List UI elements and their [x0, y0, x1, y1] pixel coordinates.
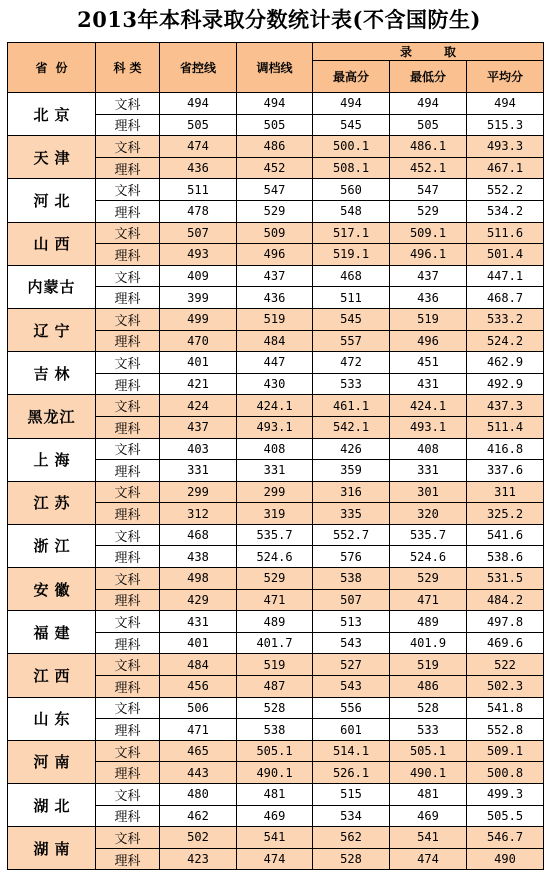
- table-row: [8, 654, 544, 676]
- min-score-cell: 481: [390, 784, 467, 806]
- control-line-cell: 462: [160, 805, 237, 827]
- avg-score-cell: 524.2: [467, 330, 544, 352]
- max-score-cell: 534: [313, 805, 390, 827]
- subject-cell: 理科: [96, 287, 160, 309]
- max-score-cell: 517.1: [313, 222, 390, 244]
- max-score-cell: 514.1: [313, 740, 390, 762]
- max-score-cell: 556: [313, 697, 390, 719]
- table-row: [8, 784, 544, 806]
- control-line-cell: 478: [160, 200, 237, 222]
- avg-score-cell: 337.6: [467, 460, 544, 482]
- avg-score-cell: 494: [467, 93, 544, 115]
- avg-score-cell: 534.2: [467, 200, 544, 222]
- control-line-cell: 438: [160, 546, 237, 568]
- min-score-cell: 408: [390, 438, 467, 460]
- header-admission: 录 取: [313, 43, 544, 61]
- province-cell: 黑龙江: [8, 395, 96, 438]
- control-line-cell: 331: [160, 460, 237, 482]
- control-line-cell: 507: [160, 222, 237, 244]
- max-score-cell: 548: [313, 200, 390, 222]
- province-cell: 内蒙古: [8, 265, 96, 308]
- max-score-cell: 316: [313, 481, 390, 503]
- max-score-cell: 576: [313, 546, 390, 568]
- max-score-cell: 538: [313, 568, 390, 590]
- page-title: 2013年本科录取分数统计表(不含国防生): [77, 7, 481, 32]
- subject-cell: 理科: [96, 848, 160, 870]
- max-score-cell: 526.1: [313, 762, 390, 784]
- subject-cell: 理科: [96, 762, 160, 784]
- max-score-cell: 335: [313, 503, 390, 525]
- avg-score-cell: 490: [467, 848, 544, 870]
- max-score-cell: 557: [313, 330, 390, 352]
- avg-score-cell: 541.8: [467, 697, 544, 719]
- max-score-cell: 562: [313, 827, 390, 849]
- control-line-cell: 429: [160, 589, 237, 611]
- min-score-cell: 533: [390, 719, 467, 741]
- subject-cell: 文科: [96, 93, 160, 115]
- avg-score-cell: 467.1: [467, 157, 544, 179]
- header-avg-score: 平均分: [467, 61, 544, 93]
- min-score-cell: 474: [390, 848, 467, 870]
- control-line-cell: 502: [160, 827, 237, 849]
- avg-score-cell: 552.2: [467, 179, 544, 201]
- min-score-cell: 486: [390, 676, 467, 698]
- subject-cell: 理科: [96, 719, 160, 741]
- province-cell: 安徽: [8, 568, 96, 611]
- control-line-cell: 471: [160, 719, 237, 741]
- min-score-cell: 505: [390, 114, 467, 136]
- table-row: [8, 395, 544, 417]
- avg-score-cell: 469.6: [467, 632, 544, 654]
- avg-score-cell: 492.9: [467, 373, 544, 395]
- province-cell: 辽宁: [8, 308, 96, 351]
- max-score-cell: 513: [313, 611, 390, 633]
- control-line-cell: 424: [160, 395, 237, 417]
- control-line-cell: 499: [160, 308, 237, 330]
- max-score-cell: 545: [313, 114, 390, 136]
- adjusted-line-cell: 493.1: [237, 416, 313, 438]
- max-score-cell: 527: [313, 654, 390, 676]
- min-score-cell: 331: [390, 460, 467, 482]
- max-score-cell: 426: [313, 438, 390, 460]
- avg-score-cell: 509.1: [467, 740, 544, 762]
- subject-cell: 文科: [96, 697, 160, 719]
- min-score-cell: 489: [390, 611, 467, 633]
- adjusted-line-cell: 401.7: [237, 632, 313, 654]
- adjusted-line-cell: 437: [237, 265, 313, 287]
- table-row: [8, 93, 544, 115]
- subject-cell: 理科: [96, 805, 160, 827]
- table-row: [8, 265, 544, 287]
- subject-cell: 理科: [96, 632, 160, 654]
- adjusted-line-cell: 505.1: [237, 740, 313, 762]
- min-score-cell: 301: [390, 481, 467, 503]
- avg-score-cell: 511.6: [467, 222, 544, 244]
- table-row: [8, 136, 544, 158]
- min-score-cell: 437: [390, 265, 467, 287]
- adjusted-line-cell: 529: [237, 200, 313, 222]
- subject-cell: 文科: [96, 179, 160, 201]
- province-cell: 河北: [8, 179, 96, 222]
- adjusted-line-cell: 481: [237, 784, 313, 806]
- control-line-cell: 431: [160, 611, 237, 633]
- table-row: [8, 524, 544, 546]
- min-score-cell: 519: [390, 654, 467, 676]
- subject-cell: 文科: [96, 784, 160, 806]
- min-score-cell: 431: [390, 373, 467, 395]
- adjusted-line-cell: 538: [237, 719, 313, 741]
- subject-cell: 文科: [96, 827, 160, 849]
- adjusted-line-cell: 319: [237, 503, 313, 525]
- min-score-cell: 493.1: [390, 416, 467, 438]
- province-cell: 江西: [8, 654, 96, 697]
- adjusted-line-cell: 541: [237, 827, 313, 849]
- avg-score-cell: 325.2: [467, 503, 544, 525]
- subject-cell: 文科: [96, 222, 160, 244]
- max-score-cell: 468: [313, 265, 390, 287]
- control-line-cell: 443: [160, 762, 237, 784]
- control-line-cell: 494: [160, 93, 237, 115]
- table-row: [8, 568, 544, 590]
- avg-score-cell: 541.6: [467, 524, 544, 546]
- max-score-cell: 494: [313, 93, 390, 115]
- min-score-cell: 452.1: [390, 157, 467, 179]
- control-line-cell: 506: [160, 697, 237, 719]
- control-line-cell: 484: [160, 654, 237, 676]
- table-row: [8, 438, 544, 460]
- control-line-cell: 299: [160, 481, 237, 503]
- max-score-cell: 359: [313, 460, 390, 482]
- control-line-cell: 437: [160, 416, 237, 438]
- control-line-cell: 498: [160, 568, 237, 590]
- control-line-cell: 470: [160, 330, 237, 352]
- subject-cell: 理科: [96, 200, 160, 222]
- control-line-cell: 423: [160, 848, 237, 870]
- max-score-cell: 519.1: [313, 244, 390, 266]
- adjusted-line-cell: 489: [237, 611, 313, 633]
- adjusted-line-cell: 519: [237, 654, 313, 676]
- table-row: [8, 740, 544, 762]
- avg-score-cell: 511.4: [467, 416, 544, 438]
- subject-cell: 文科: [96, 352, 160, 374]
- subject-cell: 文科: [96, 136, 160, 158]
- max-score-cell: 543: [313, 632, 390, 654]
- province-cell: 浙江: [8, 524, 96, 567]
- max-score-cell: 560: [313, 179, 390, 201]
- subject-cell: 文科: [96, 308, 160, 330]
- table-row: [8, 697, 544, 719]
- control-line-cell: 465: [160, 740, 237, 762]
- header-control-line: 省控线: [160, 43, 237, 93]
- subject-cell: 文科: [96, 438, 160, 460]
- control-line-cell: 493: [160, 244, 237, 266]
- adjusted-line-cell: 528: [237, 697, 313, 719]
- admission-score-table: [7, 42, 544, 870]
- avg-score-cell: 484.2: [467, 589, 544, 611]
- avg-score-cell: 499.3: [467, 784, 544, 806]
- avg-score-cell: 546.7: [467, 827, 544, 849]
- control-line-cell: 421: [160, 373, 237, 395]
- max-score-cell: 601: [313, 719, 390, 741]
- province-cell: 江苏: [8, 481, 96, 524]
- avg-score-cell: 538.6: [467, 546, 544, 568]
- min-score-cell: 401.9: [390, 632, 467, 654]
- min-score-cell: 519: [390, 308, 467, 330]
- adjusted-line-cell: 494: [237, 93, 313, 115]
- adjusted-line-cell: 430: [237, 373, 313, 395]
- subject-cell: 理科: [96, 330, 160, 352]
- subject-cell: 文科: [96, 265, 160, 287]
- max-score-cell: 545: [313, 308, 390, 330]
- avg-score-cell: 500.8: [467, 762, 544, 784]
- province-cell: 山西: [8, 222, 96, 265]
- avg-score-cell: 493.3: [467, 136, 544, 158]
- province-cell: 湖北: [8, 784, 96, 827]
- table-row: [8, 222, 544, 244]
- avg-score-cell: 311: [467, 481, 544, 503]
- province-cell: 北京: [8, 93, 96, 136]
- table-row: [8, 352, 544, 374]
- subject-cell: 理科: [96, 114, 160, 136]
- adjusted-line-cell: 487: [237, 676, 313, 698]
- adjusted-line-cell: 447: [237, 352, 313, 374]
- avg-score-cell: 416.8: [467, 438, 544, 460]
- adjusted-line-cell: 496: [237, 244, 313, 266]
- subject-cell: 文科: [96, 568, 160, 590]
- adjusted-line-cell: 424.1: [237, 395, 313, 417]
- subject-cell: 文科: [96, 524, 160, 546]
- adjusted-line-cell: 408: [237, 438, 313, 460]
- control-line-cell: 505: [160, 114, 237, 136]
- adjusted-line-cell: 474: [237, 848, 313, 870]
- min-score-cell: 547: [390, 179, 467, 201]
- subject-cell: 文科: [96, 395, 160, 417]
- adjusted-line-cell: 471: [237, 589, 313, 611]
- subject-cell: 文科: [96, 654, 160, 676]
- control-line-cell: 511: [160, 179, 237, 201]
- avg-score-cell: 515.3: [467, 114, 544, 136]
- avg-score-cell: 501.4: [467, 244, 544, 266]
- adjusted-line-cell: 509: [237, 222, 313, 244]
- province-cell: 湖南: [8, 827, 96, 870]
- table-row: [8, 179, 544, 201]
- adjusted-line-cell: 547: [237, 179, 313, 201]
- max-score-cell: 542.1: [313, 416, 390, 438]
- header-min-score: 最低分: [390, 61, 467, 93]
- avg-score-cell: 505.5: [467, 805, 544, 827]
- control-line-cell: 480: [160, 784, 237, 806]
- header-subject: 科类: [96, 43, 160, 93]
- max-score-cell: 543: [313, 676, 390, 698]
- max-score-cell: 533: [313, 373, 390, 395]
- avg-score-cell: 447.1: [467, 265, 544, 287]
- max-score-cell: 511: [313, 287, 390, 309]
- province-cell: 上海: [8, 438, 96, 481]
- max-score-cell: 552.7: [313, 524, 390, 546]
- subject-cell: 理科: [96, 589, 160, 611]
- subject-cell: 文科: [96, 740, 160, 762]
- adjusted-line-cell: 524.6: [237, 546, 313, 568]
- max-score-cell: 472: [313, 352, 390, 374]
- adjusted-line-cell: 519: [237, 308, 313, 330]
- avg-score-cell: 502.3: [467, 676, 544, 698]
- province-cell: 山东: [8, 697, 96, 740]
- adjusted-line-cell: 535.7: [237, 524, 313, 546]
- min-score-cell: 529: [390, 200, 467, 222]
- max-score-cell: 528: [313, 848, 390, 870]
- subject-cell: 理科: [96, 157, 160, 179]
- province-cell: 天津: [8, 136, 96, 179]
- adjusted-line-cell: 469: [237, 805, 313, 827]
- max-score-cell: 515: [313, 784, 390, 806]
- province-cell: 河南: [8, 740, 96, 783]
- avg-score-cell: 462.9: [467, 352, 544, 374]
- min-score-cell: 505.1: [390, 740, 467, 762]
- header-province: 省份: [8, 43, 96, 93]
- max-score-cell: 500.1: [313, 136, 390, 158]
- table-row: [8, 827, 544, 849]
- control-line-cell: 401: [160, 352, 237, 374]
- control-line-cell: 409: [160, 265, 237, 287]
- min-score-cell: 471: [390, 589, 467, 611]
- province-cell: 福建: [8, 611, 96, 654]
- min-score-cell: 524.6: [390, 546, 467, 568]
- province-cell: 吉林: [8, 352, 96, 395]
- min-score-cell: 529: [390, 568, 467, 590]
- table-row: [8, 611, 544, 633]
- subject-cell: 理科: [96, 503, 160, 525]
- subject-cell: 文科: [96, 481, 160, 503]
- adjusted-line-cell: 505: [237, 114, 313, 136]
- subject-cell: 文科: [96, 611, 160, 633]
- max-score-cell: 461.1: [313, 395, 390, 417]
- adjusted-line-cell: 490.1: [237, 762, 313, 784]
- avg-score-cell: 552.8: [467, 719, 544, 741]
- control-line-cell: 401: [160, 632, 237, 654]
- control-line-cell: 403: [160, 438, 237, 460]
- header-max-score: 最高分: [313, 61, 390, 93]
- adjusted-line-cell: 529: [237, 568, 313, 590]
- control-line-cell: 436: [160, 157, 237, 179]
- min-score-cell: 451: [390, 352, 467, 374]
- subject-cell: 理科: [96, 546, 160, 568]
- adjusted-line-cell: 331: [237, 460, 313, 482]
- min-score-cell: 424.1: [390, 395, 467, 417]
- min-score-cell: 509.1: [390, 222, 467, 244]
- min-score-cell: 528: [390, 697, 467, 719]
- min-score-cell: 486.1: [390, 136, 467, 158]
- min-score-cell: 535.7: [390, 524, 467, 546]
- header-adjusted-line: 调档线: [237, 43, 313, 93]
- control-line-cell: 474: [160, 136, 237, 158]
- subject-cell: 理科: [96, 416, 160, 438]
- control-line-cell: 468: [160, 524, 237, 546]
- avg-score-cell: 468.7: [467, 287, 544, 309]
- avg-score-cell: 437.3: [467, 395, 544, 417]
- control-line-cell: 399: [160, 287, 237, 309]
- subject-cell: 理科: [96, 460, 160, 482]
- avg-score-cell: 531.5: [467, 568, 544, 590]
- adjusted-line-cell: 452: [237, 157, 313, 179]
- subject-cell: 理科: [96, 373, 160, 395]
- avg-score-cell: 533.2: [467, 308, 544, 330]
- avg-score-cell: 522: [467, 654, 544, 676]
- min-score-cell: 436: [390, 287, 467, 309]
- control-line-cell: 312: [160, 503, 237, 525]
- adjusted-line-cell: 299: [237, 481, 313, 503]
- adjusted-line-cell: 436: [237, 287, 313, 309]
- max-score-cell: 507: [313, 589, 390, 611]
- table-row: [8, 481, 544, 503]
- adjusted-line-cell: 486: [237, 136, 313, 158]
- subject-cell: 理科: [96, 244, 160, 266]
- adjusted-line-cell: 484: [237, 330, 313, 352]
- min-score-cell: 541: [390, 827, 467, 849]
- min-score-cell: 496.1: [390, 244, 467, 266]
- table-row: [8, 308, 544, 330]
- min-score-cell: 494: [390, 93, 467, 115]
- min-score-cell: 320: [390, 503, 467, 525]
- min-score-cell: 490.1: [390, 762, 467, 784]
- subject-cell: 理科: [96, 676, 160, 698]
- min-score-cell: 469: [390, 805, 467, 827]
- control-line-cell: 456: [160, 676, 237, 698]
- min-score-cell: 496: [390, 330, 467, 352]
- avg-score-cell: 497.8: [467, 611, 544, 633]
- max-score-cell: 508.1: [313, 157, 390, 179]
